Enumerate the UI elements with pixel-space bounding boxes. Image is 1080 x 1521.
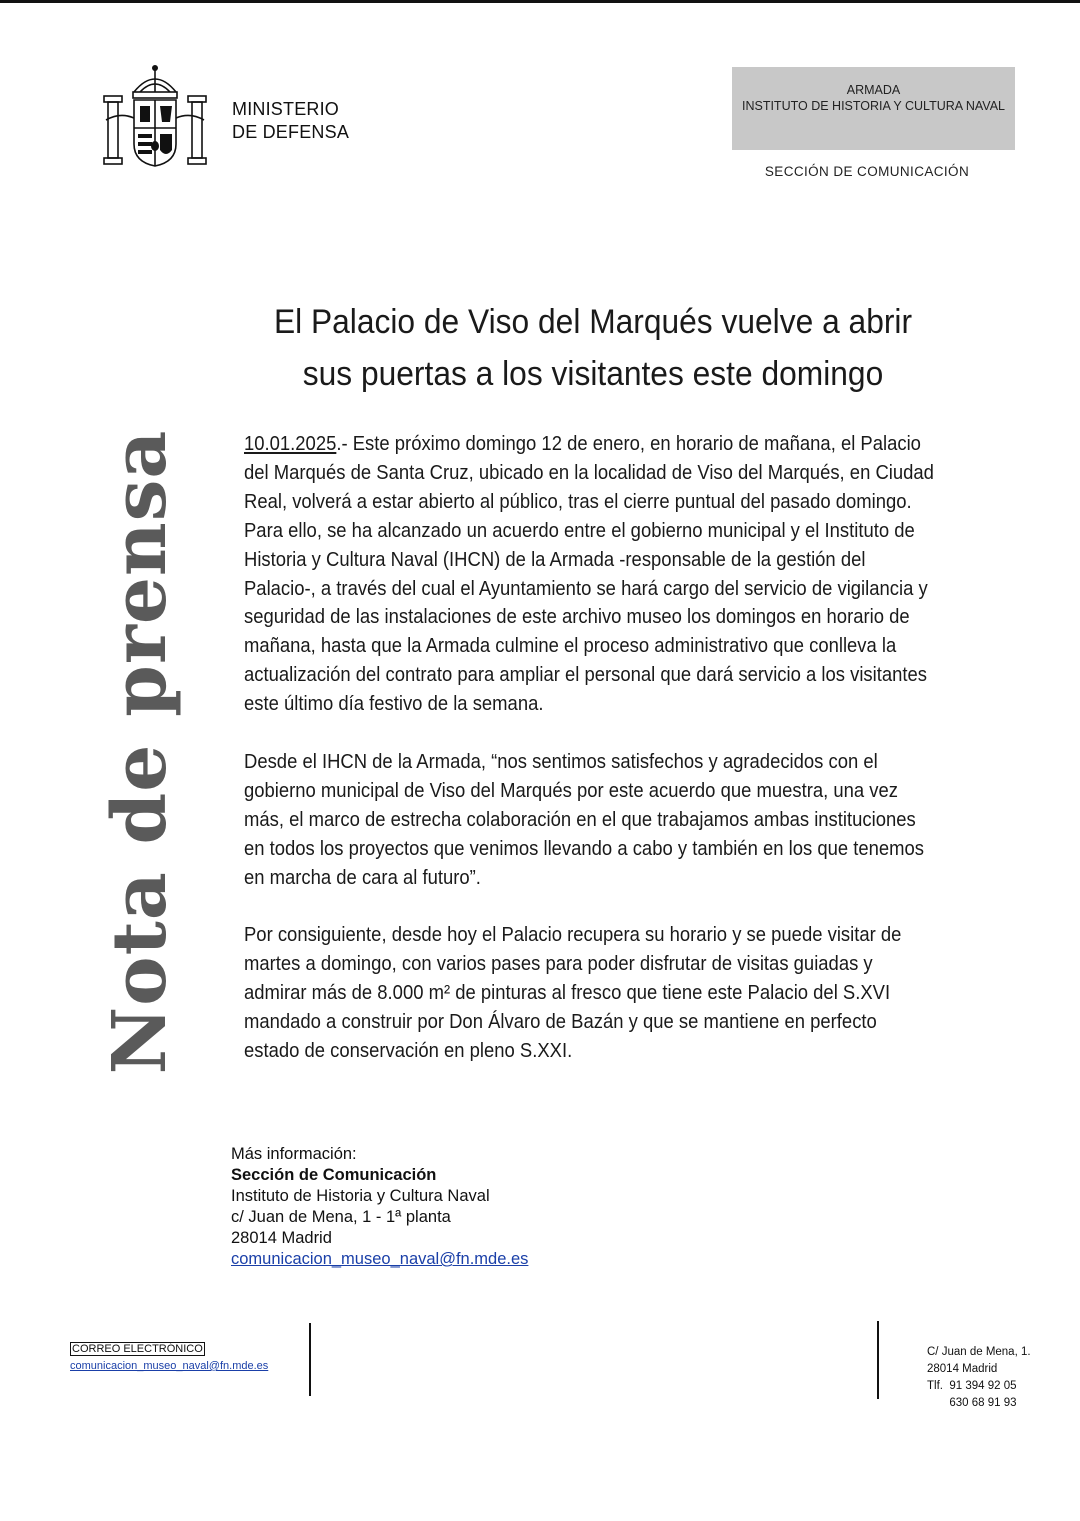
- coat-of-arms-icon: [100, 62, 210, 174]
- paragraph-1: [244, 430, 937, 719]
- footer-email-block: [70, 1342, 268, 1374]
- top-rule: [0, 0, 1080, 3]
- contact-city: 28014 Madrid: [231, 1229, 332, 1247]
- paragraph-3: Por consiguiente, desde hoy el Palacio recupera su horario y se puede visitar de martes a domingo, con varios pases para poder disfrutar de visitas guiadas y admirar más de 8.000 m² de pinturas al fresco que tiene este Palacio del S.XVI mandado a construir por Don Álvaro de Bazán y que se mantiene en perfecto estado de conservación en pleno S.XXI.: [244, 923, 902, 1062]
- contact-street: c/ Juan de Mena, 1 - 1ª planta: [231, 1208, 451, 1226]
- footer-email-label: CORREO ELECTRÓNICO: [72, 1343, 203, 1355]
- footer-divider-left: [309, 1323, 311, 1396]
- footer-phone-1: Tlf. 91 394 92 05: [927, 1380, 1017, 1392]
- contact-block: [231, 1144, 528, 1270]
- footer-divider-right: [877, 1321, 879, 1399]
- contact-section: Sección de Comunicación: [231, 1166, 437, 1184]
- title-line-2: sus puertas a los visitantes este domingo: [302, 355, 884, 393]
- release-date: 10.01.2025: [244, 432, 337, 455]
- paragraph-2: Desde el IHCN de la Armada, “nos sentimos satisfechos y agradecidos con el gobierno municipal de Viso del Marqués por este acuerdo que muestra, una vez más, el marco de estrecha colaboración en el que trabajamos ambas instituciones en todos los proyectos que venimos llevando a cabo y también en los que tenemos en marcha de cara al futuro”.: [244, 749, 925, 889]
- paragraph-1-text: .- Este próximo domingo 12 de enero, en horario de mañana, el Palacio del Marqués de Santa Cruz, ubicado en la localidad de Viso del Marqués, en Ciudad Real, volverá a estar abierto al público, tras el cierre puntual del pasado domingo. Para ello, se ha alcanzado un acuerdo entre el gobierno municipal y el Instituto de Historia y Cultura Naval (IHCN) de la Armada -responsable de la gestión del Palacio-, a través del cual el Ayuntamiento se hará cargo del servicio de vigilancia y seguridad de las instalaciones de este archivo museo los domingos en horario de mañana, hasta que la Armada culmine el proceso administrativo que conlleva la actualización del contrato para ampliar el personal que dará servicio a los visitantes este último día festivo de la semana.: [244, 432, 934, 716]
- ministry-line-1: MINISTERIO: [232, 99, 340, 119]
- contact-heading: Más información:: [231, 1145, 357, 1163]
- section-label: SECCIÓN DE COMUNICACIÓN: [764, 164, 970, 179]
- page-title: [231, 296, 954, 400]
- institution-box: [732, 67, 1015, 150]
- footer-email-link[interactable]: comunicacion_museo_naval@fn.mde.es: [70, 1360, 269, 1372]
- contact-institute: Instituto de Historia y Cultura Naval: [231, 1187, 490, 1205]
- footer-address: [927, 1344, 1031, 1412]
- institution-line-2: INSTITUTO DE HISTORIA Y CULTURA NAVAL: [741, 99, 1006, 113]
- article-body: [244, 430, 937, 1095]
- institution-line-1: ARMADA: [846, 83, 901, 97]
- title-line-1: El Palacio de Viso del Marqués vuelve a abrir: [273, 303, 913, 341]
- press-note-label: Nota de prensa: [97, 429, 183, 1075]
- footer-address-line-2: 28014 Madrid: [927, 1363, 998, 1375]
- contact-email-link[interactable]: comunicacion_museo_naval@fn.mde.es: [231, 1250, 529, 1268]
- footer-phone-2: 630 68 91 93: [927, 1397, 1017, 1409]
- ministry-name: [232, 98, 349, 144]
- footer-address-line-1: C/ Juan de Mena, 1.: [927, 1346, 1031, 1358]
- ministry-line-2: DE DEFENSA: [232, 122, 350, 142]
